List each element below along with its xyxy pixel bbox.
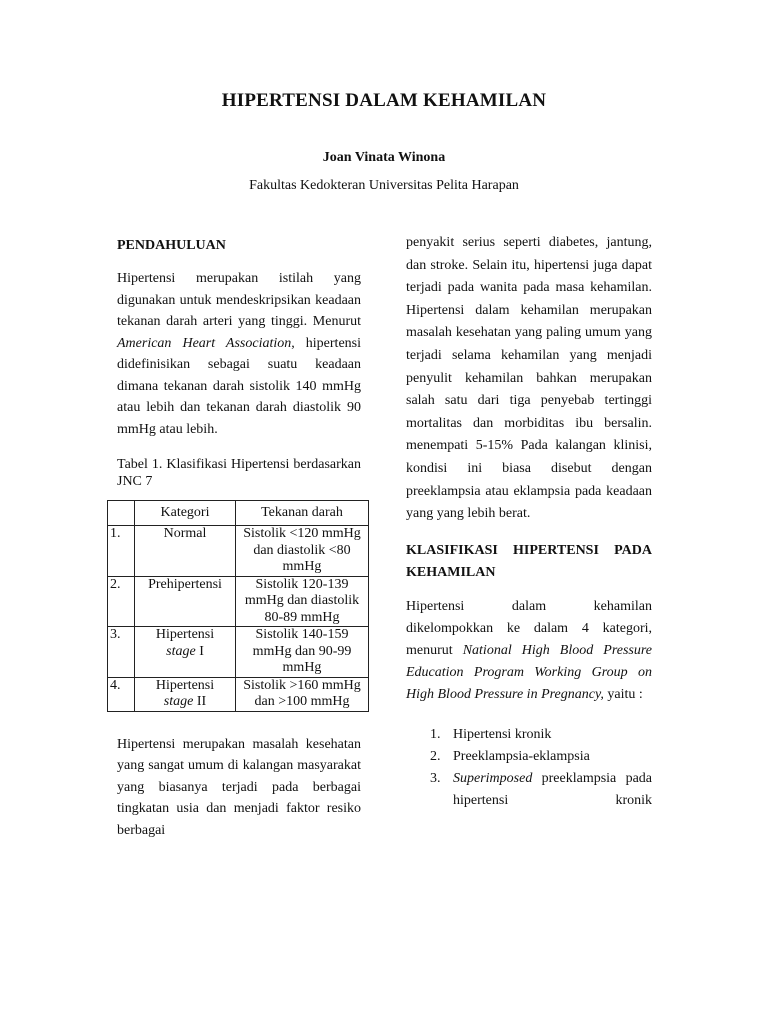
row-blood-pressure: Sistolik <120 mmHg dan diastolik <80 mmHg — [236, 526, 369, 577]
list-item-number: 3. — [430, 770, 441, 786]
right-column — [406, 236, 652, 812]
row-blood-pressure: Sistolik 140-159 mmHg dan 90-99 mmHg — [236, 627, 369, 678]
row-category: Prehipertensi — [135, 576, 236, 627]
list-item-text: preeklampsia pada hipertensi kronik — [453, 770, 652, 808]
intro-text-italic: American Heart Association — [117, 335, 292, 351]
list-item-number: 2. — [430, 748, 441, 764]
section-heading-klasifikasi: KLASIFIKASI HIPERTENSI PADA KEHAMILAN — [406, 542, 652, 580]
list-item-italic: Superimposed — [453, 770, 533, 786]
intro-text-part2: , hipertensi didefinisikan sebagai suatu keadaan dimana tekanan darah sistolik 140 mmHg atau lebih dan tekanan darah diastolik 90 mmHg atau lebih. — [117, 335, 361, 437]
table-row — [108, 627, 369, 678]
table-row — [108, 576, 369, 627]
intro-text-part1: Hipertensi merupakan istilah yang digunakan untuk mendeskripsikan keadaan tekanan darah arteri yang tinggi. Menurut — [117, 271, 361, 329]
list-item-number: 1. — [430, 726, 441, 742]
row-blood-pressure: Sistolik 120-139 mmHg dan diastolik 80-89 mmHg — [236, 576, 369, 627]
table-header-blood-pressure: Tekanan darah — [236, 501, 369, 526]
row-category: Hipertensi stage I — [135, 627, 236, 678]
continued-paragraph: penyakit serius seperti diabetes, jantung, dan stroke. Selain itu, hipertensi juga dapat terjadi pada wanita pada masa kehamilan. Hipertensi dalam kehamilan merupakan masalah kesehatan yang paling umum yang terjadi selama kehamilan yang menjadi penyulit kehamilan bahkan merupakan salah satu dari tiga penyebab tertinggi mortalitas dan morbiditas ibu bersalin. menempati 5-15% Pada kalangan klinisi, kondisi ini biasa disebut dengan preeklampsia atau eklampsia pada keadaan yang yang lebih berat. — [406, 235, 652, 522]
table-row — [108, 677, 369, 711]
table-row — [108, 526, 369, 577]
list-item — [406, 724, 652, 746]
author-name: Joan Vinata Winona — [322, 150, 446, 165]
table-caption: Tabel 1. Klasifikasi Hipertensi berdasarkan JNC 7 — [117, 457, 361, 489]
hypertension-paragraph: Hipertensi merupakan masalah kesehatan yang sangat umum di kalangan masyarakat yang biasanya terjadi pada berbagai tingkatan usia dan menjadi faktor resiko berbagai — [117, 736, 361, 838]
list-item-text: Preeklampsia-eklampsia — [453, 748, 590, 764]
row-category: Hipertensi stage II — [135, 677, 236, 711]
left-column — [110, 236, 361, 841]
row-number: 4. — [108, 677, 135, 711]
jnc7-classification-table — [107, 500, 369, 712]
table-header-number — [108, 501, 135, 526]
section-heading-pendahuluan: PENDAHULUAN — [117, 238, 226, 253]
row-blood-pressure: Sistolik >160 mmHg dan >100 mmHg — [236, 677, 369, 711]
table-header-category: Kategori — [135, 501, 236, 526]
row-number: 3. — [108, 627, 135, 678]
table-header-row — [108, 501, 369, 526]
intro-paragraph — [117, 268, 361, 440]
classification-text-italic: National High Blood Pressure Education Program Working Group on High Blood Pressure in Pregnancy, — [406, 642, 653, 702]
row-number: 1. — [108, 526, 135, 577]
classification-text-part2: yaitu : — [603, 686, 643, 702]
list-item — [406, 746, 652, 768]
row-number: 2. — [108, 576, 135, 627]
row-category: Normal — [135, 526, 236, 577]
classification-paragraph — [406, 596, 652, 706]
classification-list — [406, 724, 652, 812]
list-item — [406, 768, 652, 812]
paper-title: HIPERTENSI DALAM KEHAMILAN — [221, 90, 547, 111]
classification-text-part1: Hipertensi dalam kehamilan dikelompokkan ke dalam 4 kategori, menurut — [406, 598, 652, 658]
list-item-text: Hipertensi kronik — [453, 726, 552, 742]
author-affiliation: Fakultas Kedokteran Universitas Pelita Harapan — [249, 178, 519, 193]
